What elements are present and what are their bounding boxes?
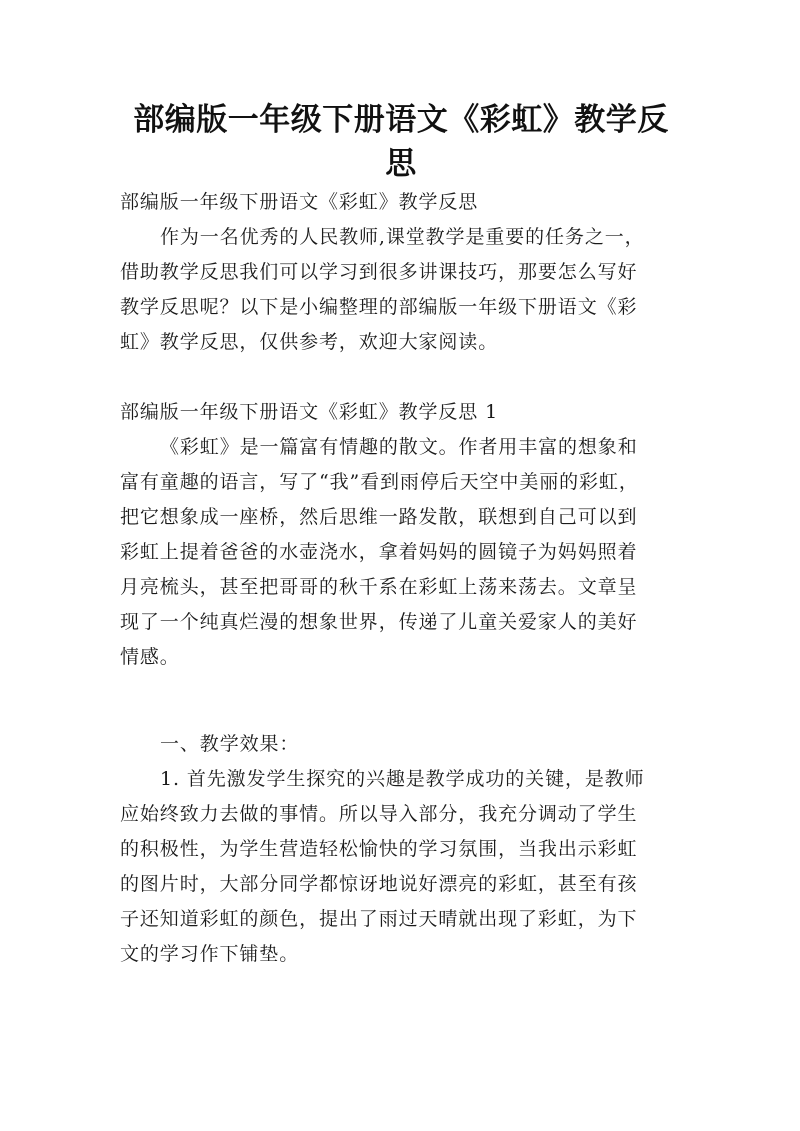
intro-paragraph-line: 作为一名优秀的人民教师,课堂教学是重要的任务之一，	[160, 226, 645, 248]
section-teaching-effect	[120, 727, 682, 972]
section-paragraph-line: 文的学习作下铺垫。	[120, 943, 300, 965]
section-paragraph-line: 《彩虹》是一篇富有情趣的散文。作者用丰富的想象和	[160, 436, 638, 458]
section-paragraph-line: 富有童趣的语言，写了“我”看到雨停后天空中美丽的彩虹，	[120, 471, 639, 493]
section-reflection-1	[120, 395, 682, 675]
section-paragraph-line: 的积极性，为学生营造轻松愉快的学习氛围，当我出示彩虹	[120, 838, 638, 860]
intro-heading: 部编版一年级下册语文《彩虹》教学反思	[120, 191, 479, 213]
section-paragraph-line: 1. 首先激发学生探究的兴趣是教学成功的关键，是教师	[160, 768, 645, 790]
section-paragraph-line: 子还知道彩虹的颜色，提出了雨过天晴就出现了彩虹，为下	[120, 908, 638, 930]
section-paragraph-line: 应始终致力去做的事情。所以导入部分，我充分调动了学生	[120, 803, 638, 825]
intro-paragraph-line: 虹》教学反思，仅供参考，欢迎大家阅读。	[120, 331, 499, 353]
section-paragraph-line: 的图片时，大部分同学都惊讶地说好漂亮的彩虹，甚至有孩	[120, 873, 638, 895]
document-title: 部编版一年级下册语文《彩虹》教学反思	[133, 102, 669, 182]
section-paragraph-line: 情感。	[120, 646, 180, 668]
subsection-heading: 一、教学效果：	[160, 733, 300, 755]
spacer	[120, 675, 682, 727]
section-paragraph-line: 彩虹上提着爸爸的水壶浇水，拿着妈妈的圆镜子为妈妈照着	[120, 541, 638, 563]
section-paragraph-line: 把它想象成一座桥，然后思维一路发散，联想到自己可以到	[120, 506, 638, 528]
section-heading: 部编版一年级下册语文《彩虹》教学反思 1	[120, 401, 499, 423]
spacer	[120, 360, 682, 395]
intro-paragraph-line: 教学反思呢？以下是小编整理的部编版一年级下册语文《彩	[120, 296, 638, 318]
intro-paragraph-line: 借助教学反思我们可以学习到很多讲课技巧，那要怎么写好	[120, 261, 638, 283]
section-paragraph-line: 月亮梳头，甚至把哥哥的秋千系在彩虹上荡来荡去。文章呈	[120, 576, 638, 598]
intro-section	[120, 185, 682, 360]
section-paragraph-line: 现了一个纯真烂漫的想象世界，传递了儿童关爱家人的美好	[120, 611, 638, 633]
